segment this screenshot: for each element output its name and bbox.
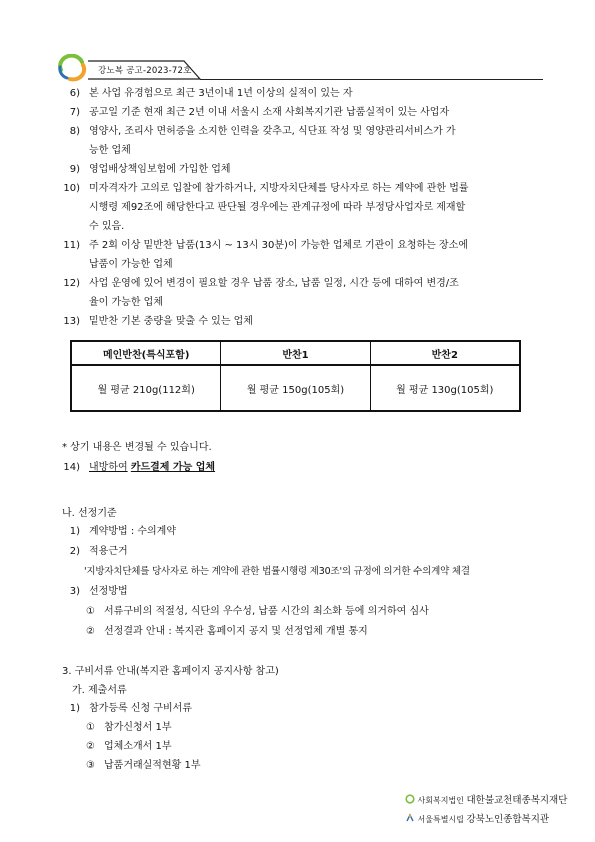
selection-method-label: 선정방법 [89,586,128,597]
subsection-title: 가. 제출서류 [72,685,127,696]
eligibility-item-line: 영양사, 조리사 면허증을 소지한 인력을 갖추고, 식단표 작성 및 영양관리서비스가 가 [89,126,456,137]
item-number: 1) [69,703,80,714]
eligibility-item-line: 영업배상책임보험에 가입한 업체 [89,164,231,175]
side-dish-weight-table [70,340,521,412]
eligibility-item-line: 능한 업체 [89,145,131,156]
table-cell: 월 평균 210g(112회) [71,365,221,411]
seoul-logo-icon [405,813,415,823]
circled-number: ② [86,626,95,637]
foundation-name [405,792,567,806]
table-header-cell: 반찬2 [370,341,520,365]
method-item: 서류구비의 적절성, 식단의 우수성, 납품 시간의 최소화 등에 의거하여 심사 [104,606,429,617]
eligibility-item-line: 본 사업 유경험으로 최근 3년이내 1년 이상의 실적이 있는 자 [89,88,353,99]
legal-basis-quote: '지방자치단체를 당사자로 하는 계약에 관한 법률시행령 제30조'의 규정에 의거한 수의계약 체결 [84,566,470,577]
item-number: 8) [69,126,80,137]
eligibility-item-line: 수 있음. [89,221,125,232]
document-item: 업체소개서 1부 [104,741,172,752]
item-number: 11) [63,240,80,251]
eligibility-item-line: 사업 운영에 있어 변경이 필요할 경우 납품 장소, 납품 일정, 시간 등에 대하여 변경/조 [89,278,459,289]
eligibility-item-line: 미자격자가 고의로 입찰에 참가하거나, 지방자치단체를 당사자로 하는 계약에 관한 법률 [89,183,469,194]
item-number: 14) [63,462,80,473]
item-14-prefix: 내방하여 [89,462,128,473]
eligibility-item-line: 공고일 기준 현재 최근 2년 이내 서울시 소재 사회복지기관 납품실적이 있는 사업자 [89,107,450,118]
document-item: 납품거래실적현황 1부 [104,760,201,771]
welfare-center-name [405,811,549,825]
item-number: 13) [63,316,80,327]
item-number: 3) [69,586,80,597]
foundation-logo-icon [405,794,415,804]
contract-method: 계약방법 : 수의계약 [89,526,177,537]
table-header-row [71,341,520,365]
item-number: 7) [69,107,80,118]
eligibility-item-line: 밑반찬 기본 중량을 맞출 수 있는 업체 [89,316,253,327]
legal-basis-label: 적용근거 [89,546,128,557]
section-title: 나. 선정기준 [62,508,117,519]
eligibility-item-line: 율이 가능한 업체 [89,297,163,308]
eligibility-item-line: 주 2회 이상 밑반찬 납품(13시 ~ 13시 30분)이 가능한 업체로 기관이 요청하는 장소에 [89,240,469,251]
table-header-cell: 반찬1 [221,341,370,365]
circled-number: ① [86,606,95,617]
table-row [71,365,520,411]
item-number: 6) [69,88,80,99]
center-type: 서울특별시립 [417,815,464,824]
announcement-code: 강노복 공고-2023-72호 [98,66,192,76]
center-title: 강북노인종합복지관 [466,814,550,825]
section-title: 3. 구비서류 안내(복지관 홈페이지 공지사항 참고) [62,666,279,677]
eligibility-item-line: 시행령 제92조에 해당한다고 판단될 경우에는 관계규정에 따라 부정당사업자로 제재할 [89,202,466,213]
circled-number: ② [86,741,95,752]
item-number: 1) [69,526,80,537]
item-number: 2) [69,546,80,557]
table-header-cell: 메인반찬(특식포함) [71,341,221,365]
table-cell: 월 평균 150g(105회) [221,365,370,411]
document-group-label: 참가등록 신청 구비서류 [89,703,192,714]
method-item: 선정결과 안내 : 복지관 홈페이지 공지 및 선정업체 개별 통지 [104,626,368,637]
item-number: 9) [69,164,80,175]
item-14 [89,462,215,474]
document-item: 참가신청서 1부 [104,722,172,733]
item-number: 10) [63,183,80,194]
circled-number: ① [86,722,95,733]
eligibility-item-line: 납품이 가능한 업체 [89,259,173,270]
circled-number: ③ [86,760,95,771]
item-number: 12) [63,278,80,289]
table-cell: 월 평균 130g(105회) [370,365,520,411]
foundation-title: 대한불교천태종복지재단 [466,795,568,806]
change-note: * 상기 내용은 변경될 수 있습니다. [62,442,212,453]
header-rule [200,79,543,80]
foundation-type: 사회복지법인 [417,796,464,805]
item-14-emphasis: 카드결제 가능 업체 [130,462,216,473]
